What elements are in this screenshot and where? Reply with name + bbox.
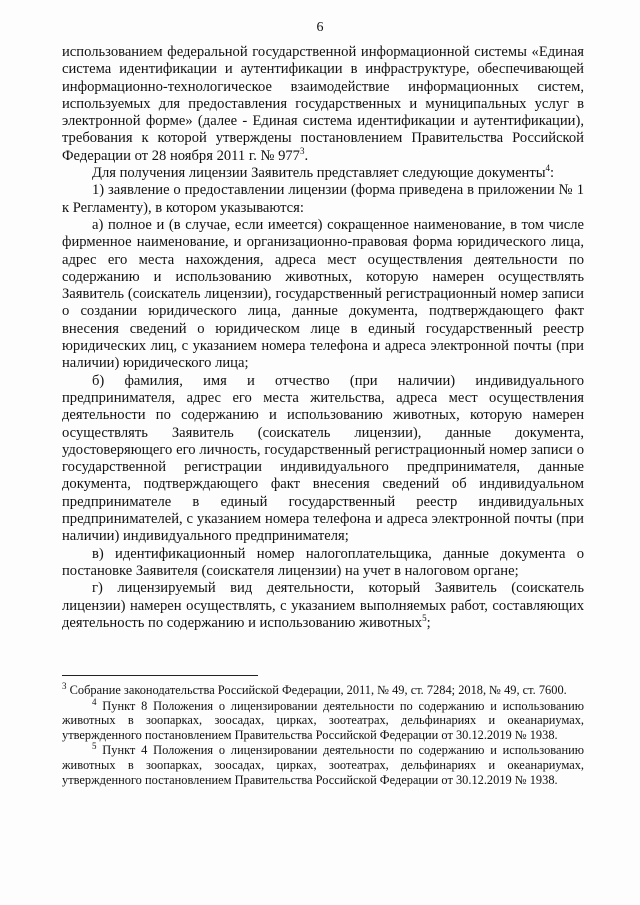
footnote-ref-4: 4 [545,163,551,174]
list-item-1: 1) заявление о предоставлении лицензии (форма приведена в приложении № 1 к Регламенту), в котором указываются: [62,182,584,216]
footnote-5: $^5$ Пункт 4 Положения о лицензировании деятельности по содержанию и использованию животных в зоопарках, зоосадах, цирках, зоотеатрах, дельфинариях и океанариумах, утвержденного постановлением Правительства Российской Федерации от 30.12.2019 № 1938. [62,741,584,787]
footnote-separator [62,675,258,676]
paragraph-text: использованием федеральной государственной информационной системы «Единая система идентификации и аутентификации в инфраструктуре, обеспечивающей информационно-технологическое взаимодействие информационных систем, используемых для предоставления государственных и муниципальных услуг в электронной форме» (далее - Единая система идентификации и аутентификации), требования к которой утверждены постановлением Правительства Российской Федерации от 28 ноября 2011 г. № 977 [62,44,584,164]
list-item-g: г) лицензируемый вид деятельности, который Заявитель (соискатель лицензии) намерен осуществлять, с указанием выполняемых работ, составляющих деятельность по содержанию и использованию животных$^5$; [62,580,584,631]
footnote-ref-5: 5 [422,612,427,623]
footnotes [62,680,584,788]
paragraph-intro-continuation: использованием федеральной государственной информационной системы «Единая система идентификации и аутентификации в инфраструктуре, обеспечивающей информационно-технологическое взаимодействие информационных систем, используемых для предоставления государственных и муниципальных услуг в электронной форме» (далее - Единая система идентификации и аутентификации), требования к которой утверждены постановлением Правительства Российской Федерации от 28 ноября 2011 г. № $977^3$. [62,44,584,164]
paragraph-text: г) лицензируемый вид деятельности, который Заявитель (соискатель лицензии) намерен осуществлять, с указанием выполняемых работ, составляющих деятельность по содержанию и использованию животных [62,580,584,631]
list-item-a: а) полное и (в случае, если имеется) сокращенное наименование, в том числе фирменное наименование, и организационно-правовая форма юридического лица, адрес его места нахождения, адреса мест осуществления деятельности по содержанию и использованию животных, которую намерен осуществлять Заявитель (соискатель лицензии), государственный регистрационный номер записи о создании юридического лица, данные документа, подтверждающего факт внесения сведений о юридическом лице в единый государственный реестр юридических лиц, с указанием номера телефона и адреса электронной почты (при наличии) юридического лица; [62,216,584,372]
footnote-4: $^4$ Пункт 8 Положения о лицензировании деятельности по содержанию и использованию животных в зоопарках, зоосадах, цирках, зоотеатрах, дельфинариях и океанариумах, утвержденного постановлением Правительства Российской Федерации от 30.12.2019 № 1938. [62,696,584,742]
footnote-3: $^3$ Собрание законодательства Российской Федерации, 2011, № 49, ст. 7284; 2018, № 49, ст. 7600. [62,680,567,697]
paragraph-text: Для получения лицензии Заявитель представляет следующие документы [92,165,546,182]
list-item-v: в) идентификационный номер налогоплательщика, данные документа о постановке Заявителя (соискателя лицензии) на учет в налоговом органе; [62,545,584,579]
paragraph-documents-list: Для получения лицензии Заявитель представляет следующие документы$^4$: [92,163,555,182]
document-body [62,44,584,632]
page-number: 6 [316,20,324,35]
footnote-ref-3: 3 [299,145,305,156]
list-item-b: б) фамилия, имя и отчество (при наличии) индивидуального предпринимателя, адрес его места жительства, адреса мест осуществления деятельности по содержанию и использованию животных, которую намерен осуществлять Заявитель (соискатель лицензии), данные документа, удостоверяющего его личность, государственный регистрационный номер записи о государственной регистрации индивидуального предпринимателя, данные документа, подтверждающего факт внесения сведений об индивидуальном предпринимателе в единый государственный реестр индивидуальных предпринимателей, с указанием номера телефона и адреса электронной почты (при наличии) индивидуального предпринимателя; [62,372,584,545]
